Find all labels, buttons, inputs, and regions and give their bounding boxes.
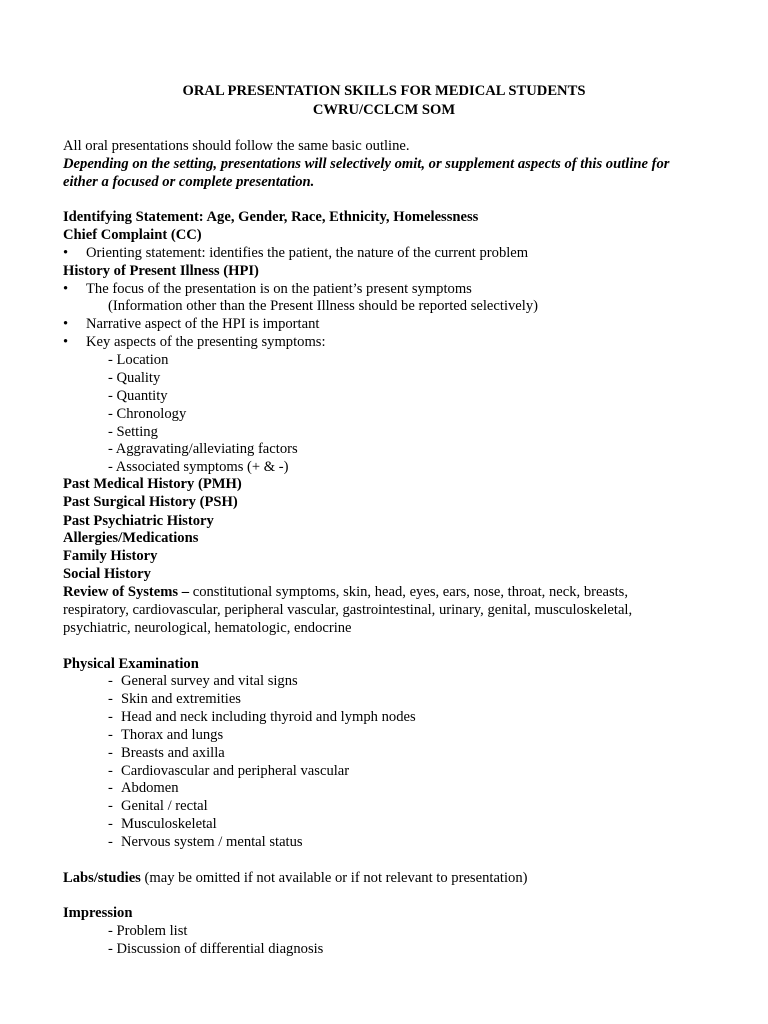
list-item-text: Narrative aspect of the HPI is important <box>86 316 320 332</box>
list-item-text: The focus of the presentation is on the patient’s present symptoms <box>86 281 472 297</box>
heading-physical-examination: Physical Examination <box>63 656 199 672</box>
hpi-aspect-item: - Quality <box>108 370 161 386</box>
list-item-text: Musculoskeletal <box>121 816 217 832</box>
dash-marker: - <box>108 691 113 707</box>
review-of-systems-line-2: respiratory, cardiovascular, peripheral vascular, gastrointestinal, urinary, genital, musculoskeletal, <box>63 602 633 618</box>
heading-labs-studies: Labs/studies <box>63 870 141 886</box>
hpi-aspect-item: - Setting <box>108 424 158 440</box>
dash-marker: - <box>108 709 113 725</box>
document-subtitle: CWRU/CCLCM SOM <box>312 102 456 118</box>
heading-hpi: History of Present Illness (HPI) <box>63 263 259 279</box>
list-item-text: Key aspects of the presenting symptoms: <box>86 334 326 350</box>
heading-impression: Impression <box>63 905 133 921</box>
intro-emphasis-line-2: either a focused or complete presentation. <box>63 174 315 190</box>
review-of-systems-line-3: psychiatric, neurological, hematologic, endocrine <box>63 620 352 636</box>
list-item-text: General survey and vital signs <box>121 673 298 689</box>
dash-marker: - <box>108 673 113 689</box>
hpi-aspect-item: - Chronology <box>108 406 187 422</box>
heading-identifying-statement: Identifying Statement: Age, Gender, Race, Ethnicity, Homelessness <box>63 209 479 225</box>
dash-marker: - <box>108 834 113 850</box>
ros-text: constitutional symptoms, skin, head, eyes, ears, nose, throat, neck, breasts, <box>189 584 629 600</box>
bullet-icon: • <box>63 245 69 261</box>
intro-text: All oral presentations should follow the same basic outline. <box>63 138 410 154</box>
heading-pmh: Past Medical History (PMH) <box>63 476 242 492</box>
heading-review-of-systems: Review of Systems – <box>63 584 190 600</box>
intro-emphasis-line-1: Depending on the setting, presentations will selectively omit, or supplement aspects of this outline for <box>63 156 670 172</box>
list-item-text: Breasts and axilla <box>121 745 225 761</box>
heading-psychiatric-history: Past Psychiatric History <box>63 513 214 529</box>
list-item-text: Skin and extremities <box>121 691 241 707</box>
impression-item: - Discussion of differential diagnosis <box>108 941 324 957</box>
labs-studies-line <box>63 869 527 887</box>
heading-allergies-medications: Allergies/Medications <box>63 530 199 546</box>
list-item-text: Nervous system / mental status <box>121 834 303 850</box>
dash-marker: - <box>108 763 113 779</box>
hpi-aspect-item: - Aggravating/alleviating factors <box>108 441 298 457</box>
impression-item: - Problem list <box>108 923 188 939</box>
bullet-icon: • <box>63 334 69 350</box>
dash-marker: - <box>108 727 113 743</box>
hpi-aspect-item: - Associated symptoms (+ & -) <box>108 459 289 475</box>
list-item-text: Genital / rectal <box>121 798 208 814</box>
list-item-text: Thorax and lungs <box>121 727 224 743</box>
list-item-text: Head and neck including thyroid and lymph nodes <box>121 709 416 725</box>
list-item-text: Orienting statement: identifies the patient, the nature of the current problem <box>86 245 529 261</box>
document-title: ORAL PRESENTATION SKILLS FOR MEDICAL STUDENTS <box>182 83 586 99</box>
labs-note: (may be omitted if not available or if not relevant to presentation) <box>140 870 528 886</box>
hpi-aspect-item: - Location <box>108 352 169 368</box>
hpi-note: (Information other than the Present Illness should be reported selectively) <box>108 298 538 314</box>
list-item-text: Cardiovascular and peripheral vascular <box>121 763 350 779</box>
bullet-icon: • <box>63 281 69 297</box>
bullet-icon: • <box>63 316 69 332</box>
heading-chief-complaint: Chief Complaint (CC) <box>63 227 202 243</box>
heading-family-history: Family History <box>63 548 158 564</box>
heading-social-history: Social History <box>63 566 151 582</box>
dash-marker: - <box>108 798 113 814</box>
dash-marker: - <box>108 745 113 761</box>
dash-marker: - <box>108 816 113 832</box>
review-of-systems-line-1 <box>63 583 628 601</box>
list-item-text: Abdomen <box>121 780 179 796</box>
heading-psh: Past Surgical History (PSH) <box>63 494 238 510</box>
dash-marker: - <box>108 780 113 796</box>
hpi-aspect-item: - Quantity <box>108 388 168 404</box>
